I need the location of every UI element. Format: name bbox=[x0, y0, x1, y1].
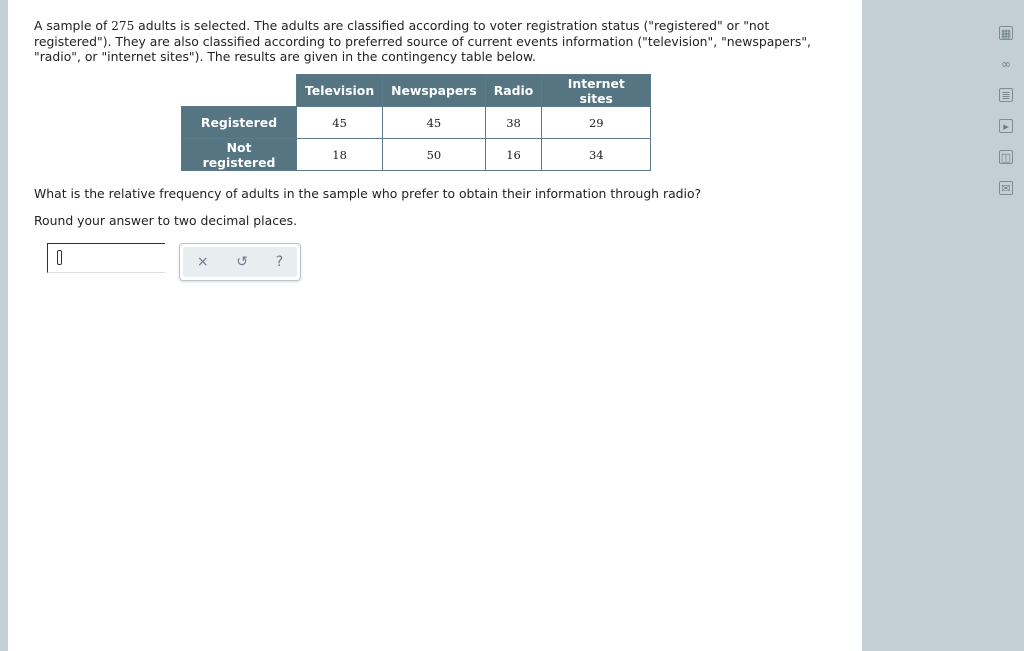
clear-button[interactable]: × bbox=[196, 254, 209, 270]
infinity-icon[interactable]: ∞ bbox=[1001, 57, 1011, 71]
book-icon[interactable]: ≣ bbox=[999, 88, 1013, 102]
contingency-table bbox=[181, 74, 651, 171]
table-corner bbox=[182, 75, 297, 107]
intro-pre: A sample of bbox=[34, 18, 112, 33]
table-cell: 34 bbox=[542, 139, 651, 171]
save-icon[interactable]: ◫ bbox=[1000, 150, 1012, 164]
left-margin-strip bbox=[0, 0, 8, 651]
sample-size: 275 bbox=[111, 19, 135, 33]
table-cell: 50 bbox=[383, 139, 486, 171]
calculator-icon[interactable]: ▦ bbox=[1000, 26, 1012, 40]
row-header-not-registered: Not registered bbox=[182, 139, 297, 171]
table-cell: 45 bbox=[297, 107, 383, 139]
question-text: What is the relative frequency of adults in the sample who prefer to obtain their information through radio? bbox=[34, 186, 702, 201]
col-header-radio: Radio bbox=[485, 75, 542, 107]
question-area bbox=[8, 0, 862, 651]
answer-field[interactable] bbox=[47, 243, 165, 273]
intro-post: adults is selected. The adults are classified according to voter registration status ("registered" or "not registered"). They are also classified according to preferred source of current events information ("television", "newspapers", "radio", or "internet sites"). The results are given in the contingency table below. bbox=[34, 18, 811, 64]
table-cell: 16 bbox=[485, 139, 542, 171]
right-sidebar bbox=[862, 0, 1024, 651]
row-header-registered: Registered bbox=[182, 107, 297, 139]
table-header-row bbox=[182, 75, 651, 107]
col-header-television: Television bbox=[297, 75, 383, 107]
answer-input[interactable] bbox=[48, 244, 165, 272]
sidebar-icon-column bbox=[999, 26, 1015, 212]
problem-statement bbox=[34, 18, 814, 64]
answer-toolbar bbox=[179, 243, 301, 281]
mail-icon[interactable]: ✉ bbox=[999, 181, 1013, 195]
video-icon[interactable]: ▸ bbox=[999, 119, 1013, 133]
table-row bbox=[182, 107, 651, 139]
rounding-instruction: Round your answer to two decimal places. bbox=[34, 213, 298, 228]
table-cell: 45 bbox=[383, 107, 486, 139]
col-header-internet-sites: Internet sites bbox=[542, 75, 651, 107]
undo-button[interactable]: ↺ bbox=[236, 254, 248, 270]
table-cell: 18 bbox=[297, 139, 383, 171]
text-cursor-icon bbox=[57, 250, 62, 265]
table-cell: 29 bbox=[542, 107, 651, 139]
help-button[interactable]: ? bbox=[275, 254, 284, 270]
col-header-newspapers: Newspapers bbox=[383, 75, 486, 107]
table-row bbox=[182, 139, 651, 171]
table-cell: 38 bbox=[485, 107, 542, 139]
answer-toolbar-inner bbox=[183, 247, 297, 277]
